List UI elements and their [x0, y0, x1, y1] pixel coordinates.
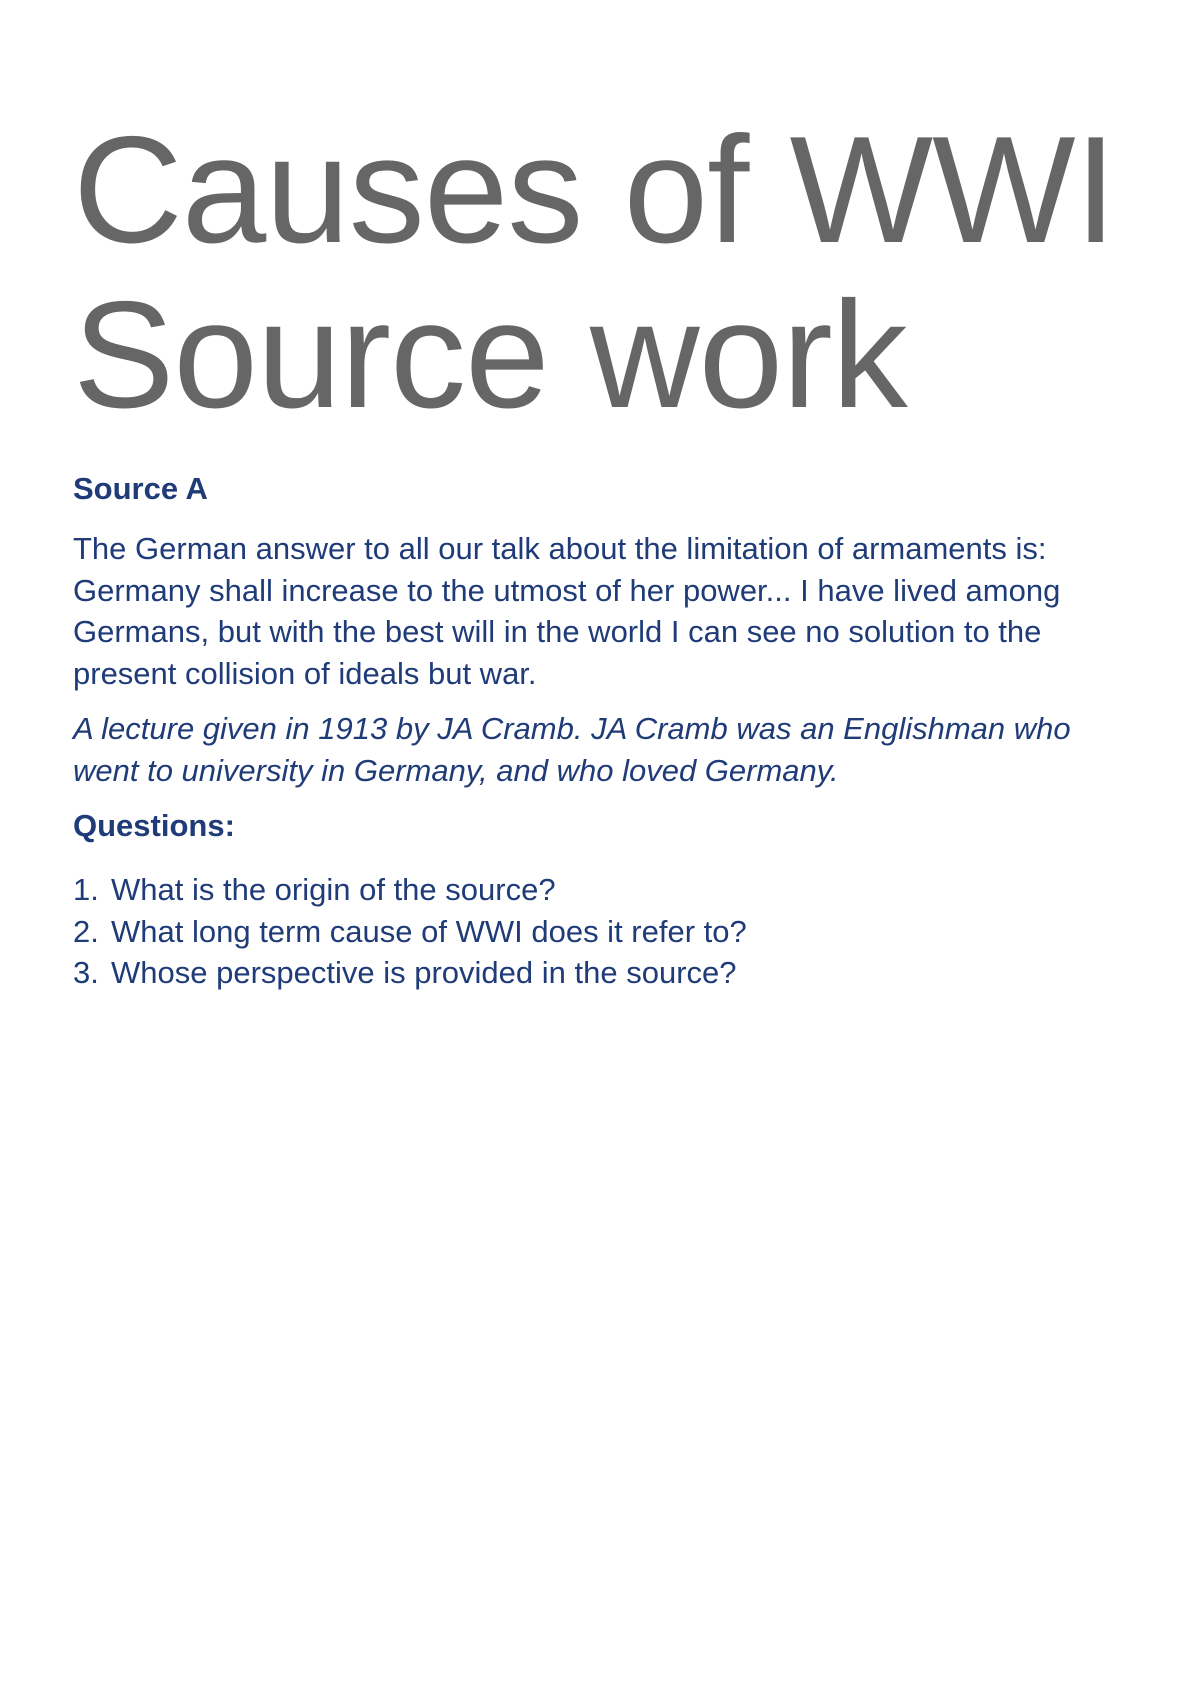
- question-number: 1.: [73, 872, 99, 907]
- document-content: [73, 105, 1133, 994]
- title-line-2: Source work: [73, 270, 907, 440]
- questions-heading: Questions:: [73, 808, 235, 843]
- question-text: What long term cause of WWI does it refer to?: [111, 913, 747, 949]
- question-number: 2.: [73, 913, 99, 949]
- source-heading: Source A: [73, 471, 208, 506]
- title-line-1: Causes of WWI: [73, 105, 1116, 275]
- question-item: [73, 952, 1133, 994]
- question-number: 3.: [73, 955, 99, 990]
- question-item: [73, 869, 1133, 911]
- question-text: What is the origin of the source?: [111, 872, 556, 907]
- question-text: Whose perspective is provided in the source?: [111, 955, 737, 990]
- source-quote: The German answer to all our talk about the limitation of armaments is: Germany shall increase to the utmost of her power... I have lived among Germans, but with the best will in the world I can see no solution to the present collision of ideals but war.: [73, 531, 1061, 691]
- questions-list: [73, 869, 1133, 994]
- source-citation: A lecture given in 1913 by JA Cramb. JA Cramb was an Englishman who went to university in Germany, and who loved Germany.: [73, 711, 1071, 788]
- question-item: [73, 911, 1133, 953]
- page-title: [73, 105, 1133, 440]
